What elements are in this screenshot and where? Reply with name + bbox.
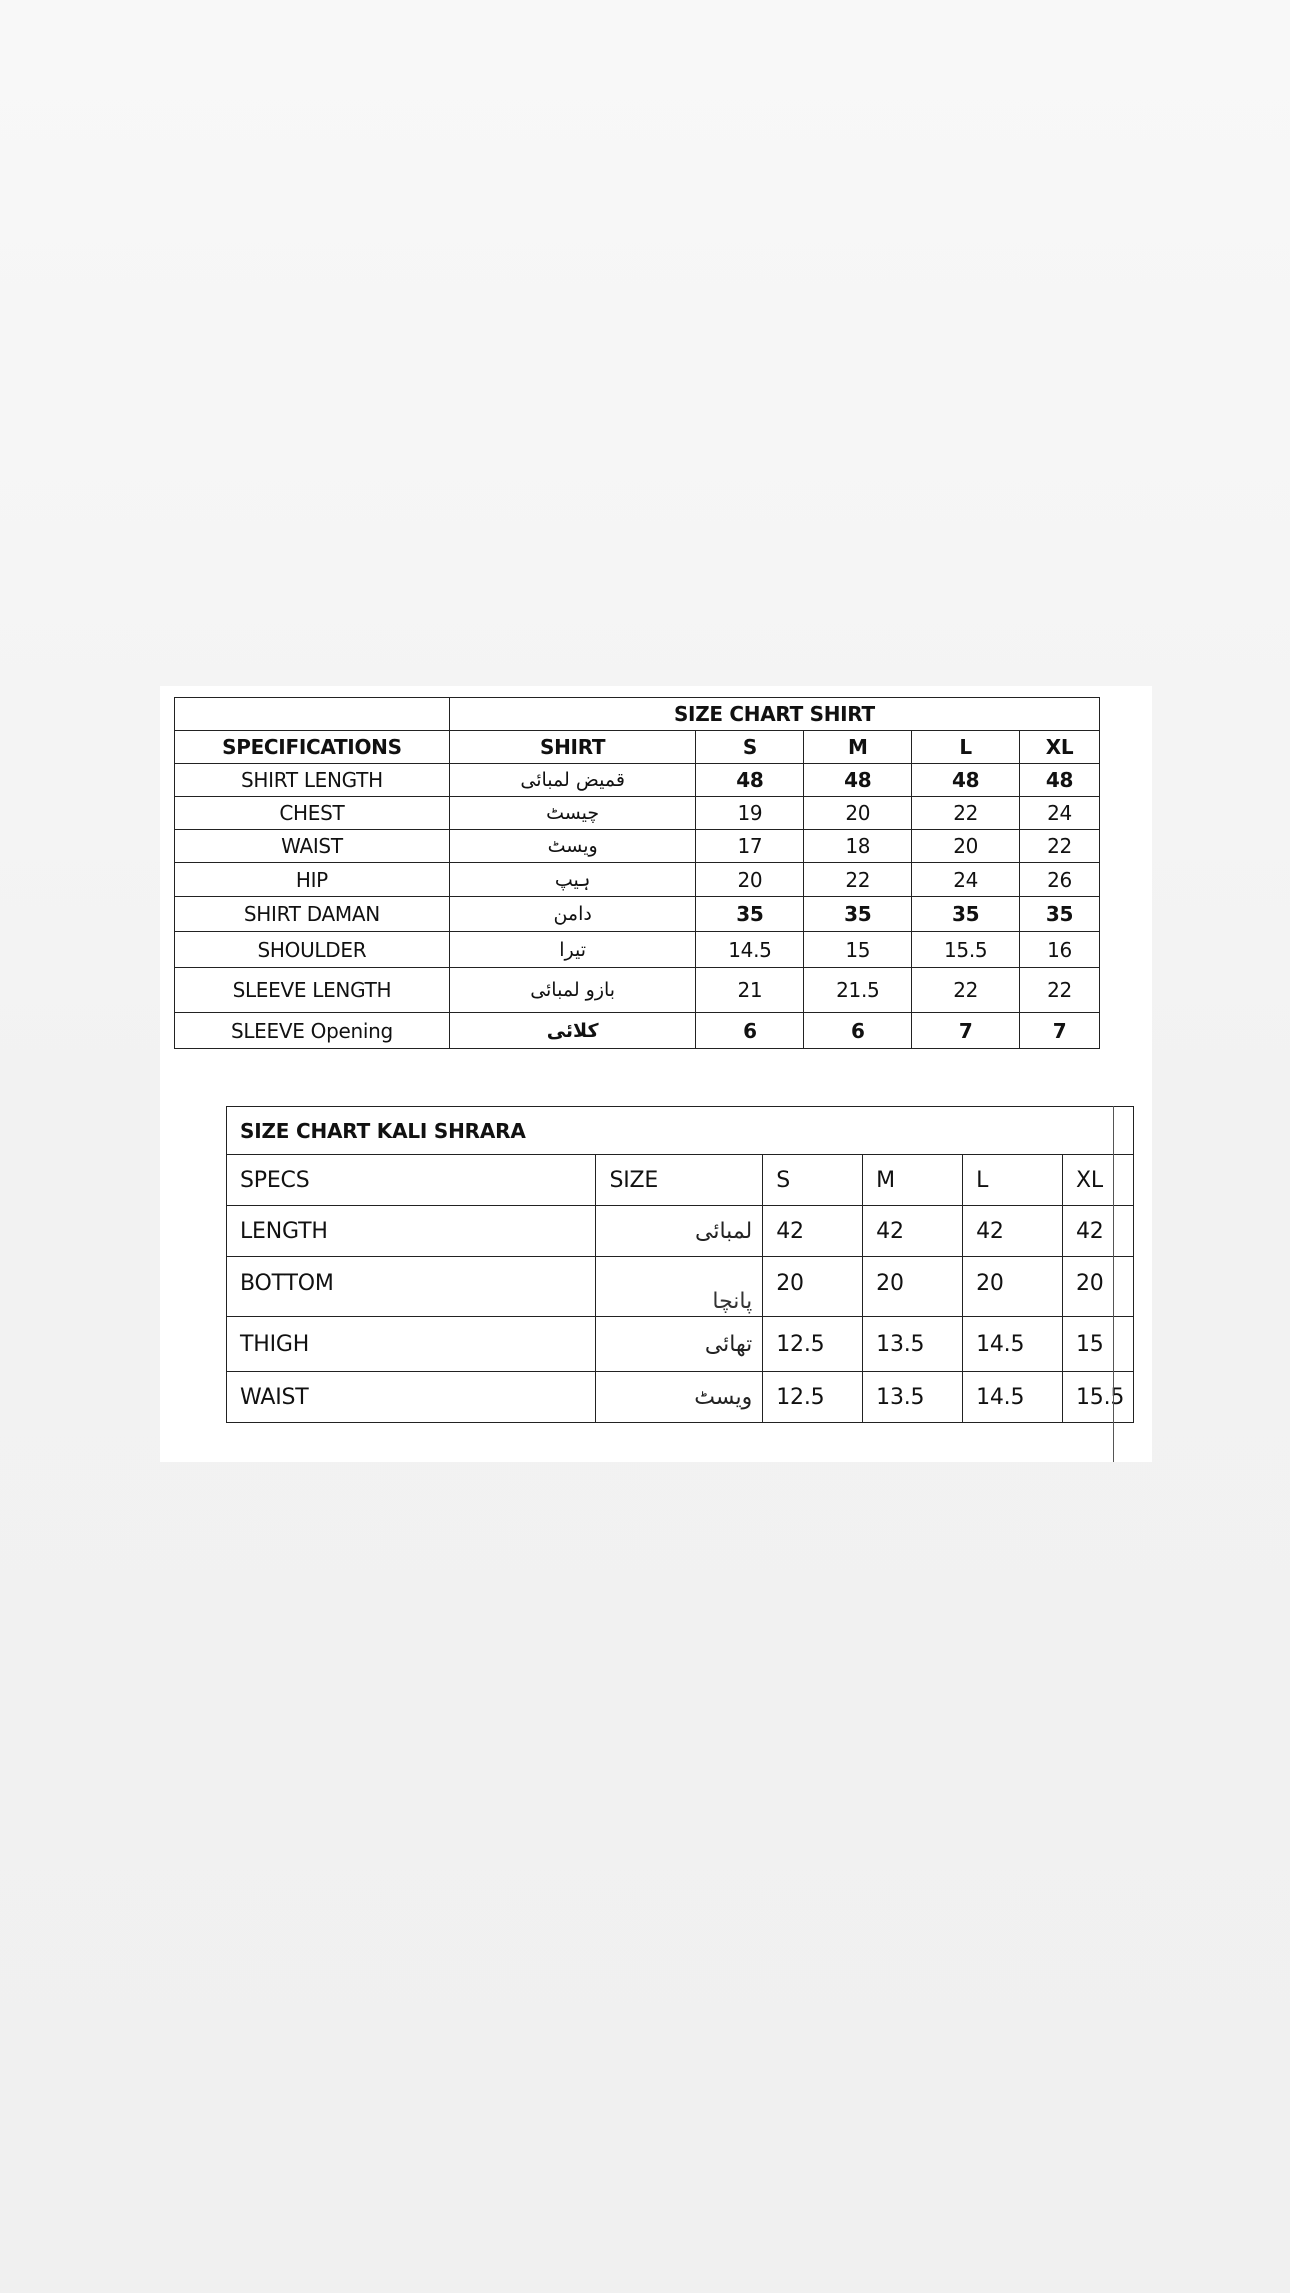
shrara-title-row	[227, 1107, 1134, 1155]
shrara-header-row	[227, 1155, 1134, 1206]
header-size-m: M	[863, 1155, 963, 1206]
value-s: 17	[696, 830, 804, 863]
header-size-m: M	[804, 731, 912, 764]
table-row	[227, 1257, 1134, 1317]
value-m: 20	[804, 797, 912, 830]
urdu-label: ویسٹ	[596, 1372, 763, 1423]
value-m: 35	[804, 897, 912, 932]
empty-corner-cell	[175, 698, 450, 731]
value-m: 15	[804, 932, 912, 968]
table-row	[175, 863, 1100, 897]
table-row	[175, 797, 1100, 830]
spec-label: SLEEVE Opening	[175, 1013, 450, 1049]
value-l: 14.5	[963, 1372, 1063, 1423]
value-xl: 22	[1020, 968, 1100, 1013]
table-row	[227, 1317, 1134, 1372]
document-page	[160, 686, 1152, 1462]
value-m: 13.5	[863, 1317, 963, 1372]
spec-label: SLEEVE LENGTH	[175, 968, 450, 1013]
value-m: 21.5	[804, 968, 912, 1013]
table-row	[175, 897, 1100, 932]
spec-label: SHOULDER	[175, 932, 450, 968]
urdu-label: کلائی	[449, 1013, 696, 1049]
shirt-title-row	[175, 698, 1100, 731]
header-size-s: S	[763, 1155, 863, 1206]
header-specs: SPECS	[227, 1155, 596, 1206]
value-m: 6	[804, 1013, 912, 1049]
header-size-xl: XL	[1062, 1155, 1133, 1206]
table-row	[175, 968, 1100, 1013]
urdu-label: لمبائی	[596, 1206, 763, 1257]
value-xl: 42	[1062, 1206, 1133, 1257]
value-xl: 24	[1020, 797, 1100, 830]
urdu-label: قمیض لمبائی	[449, 764, 696, 797]
page-guide-line	[1113, 1106, 1114, 1462]
value-xl: 26	[1020, 863, 1100, 897]
urdu-label: پانچا	[596, 1257, 763, 1317]
value-xl: 48	[1020, 764, 1100, 797]
header-specifications: SPECIFICATIONS	[175, 731, 450, 764]
value-s: 6	[696, 1013, 804, 1049]
value-s: 42	[763, 1206, 863, 1257]
value-s: 19	[696, 797, 804, 830]
value-s: 35	[696, 897, 804, 932]
value-l: 14.5	[963, 1317, 1063, 1372]
urdu-label: ہیپ	[449, 863, 696, 897]
urdu-label: تیرا	[449, 932, 696, 968]
value-xl: 15.5	[1062, 1372, 1133, 1423]
table-row	[175, 932, 1100, 968]
value-s: 48	[696, 764, 804, 797]
value-xl: 16	[1020, 932, 1100, 968]
value-s: 20	[763, 1257, 863, 1317]
value-xl: 7	[1020, 1013, 1100, 1049]
urdu-label: ویسٹ	[449, 830, 696, 863]
value-s: 12.5	[763, 1317, 863, 1372]
table-row	[175, 764, 1100, 797]
spec-label: CHEST	[175, 797, 450, 830]
header-size-s: S	[696, 731, 804, 764]
value-l: 20	[963, 1257, 1063, 1317]
value-m: 22	[804, 863, 912, 897]
value-m: 18	[804, 830, 912, 863]
shrara-size-chart-table	[226, 1106, 1134, 1423]
table-row	[227, 1372, 1134, 1423]
value-l: 48	[912, 764, 1020, 797]
spec-label: SHIRT DAMAN	[175, 897, 450, 932]
value-m: 13.5	[863, 1372, 963, 1423]
shirt-header-row	[175, 731, 1100, 764]
table-row	[175, 1013, 1100, 1049]
shrara-chart-title: SIZE CHART KALI SHRARA	[227, 1107, 1134, 1155]
value-l: 24	[912, 863, 1020, 897]
value-xl: 20	[1062, 1257, 1133, 1317]
table-row	[227, 1206, 1134, 1257]
value-s: 14.5	[696, 932, 804, 968]
shirt-chart-title: SIZE CHART SHIRT	[449, 698, 1099, 731]
spec-label: LENGTH	[227, 1206, 596, 1257]
header-shirt: SHIRT	[449, 731, 696, 764]
urdu-label: دامن	[449, 897, 696, 932]
value-l: 20	[912, 830, 1020, 863]
value-m: 42	[863, 1206, 963, 1257]
header-size-l: L	[963, 1155, 1063, 1206]
value-s: 21	[696, 968, 804, 1013]
spec-label: WAIST	[175, 830, 450, 863]
header-size-xl: XL	[1020, 731, 1100, 764]
spec-label: WAIST	[227, 1372, 596, 1423]
value-xl: 15	[1062, 1317, 1133, 1372]
shirt-size-chart-table	[174, 697, 1100, 1049]
value-m: 48	[804, 764, 912, 797]
value-l: 22	[912, 797, 1020, 830]
table-row	[175, 830, 1100, 863]
value-l: 7	[912, 1013, 1020, 1049]
value-l: 42	[963, 1206, 1063, 1257]
value-l: 15.5	[912, 932, 1020, 968]
value-m: 20	[863, 1257, 963, 1317]
value-s: 12.5	[763, 1372, 863, 1423]
spec-label: BOTTOM	[227, 1257, 596, 1317]
header-size-l: L	[912, 731, 1020, 764]
urdu-label: تھائی	[596, 1317, 763, 1372]
value-xl: 22	[1020, 830, 1100, 863]
value-xl: 35	[1020, 897, 1100, 932]
header-size: SIZE	[596, 1155, 763, 1206]
value-s: 20	[696, 863, 804, 897]
spec-label: HIP	[175, 863, 450, 897]
urdu-label: بازو لمبائی	[449, 968, 696, 1013]
spec-label: THIGH	[227, 1317, 596, 1372]
value-l: 22	[912, 968, 1020, 1013]
spec-label: SHIRT LENGTH	[175, 764, 450, 797]
value-l: 35	[912, 897, 1020, 932]
urdu-label: چیسٹ	[449, 797, 696, 830]
